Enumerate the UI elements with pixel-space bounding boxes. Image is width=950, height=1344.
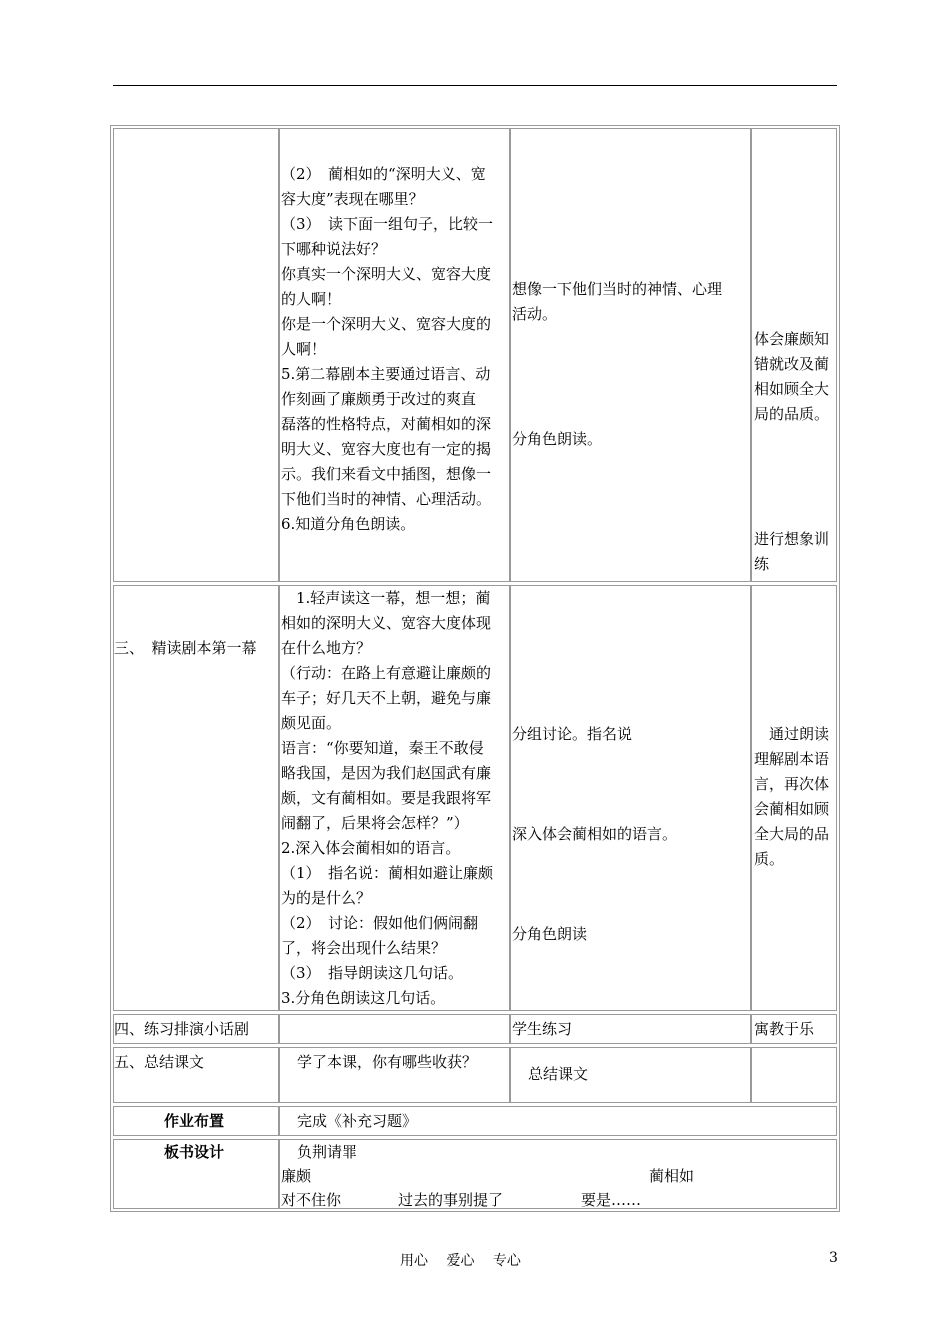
row4-step-cell [113, 1047, 279, 1103]
content-line: （2） 讨论：假如他们俩闹翻 [281, 914, 479, 932]
content-line: 在什么地方？ [281, 639, 372, 657]
row1-step-cell [113, 128, 279, 582]
row3-purpose-cell [751, 1014, 837, 1044]
design-purpose: 进行想象训 [754, 530, 830, 548]
content-line: 2.深入体会蔺相如的语言。 [281, 839, 461, 857]
design-purpose: 相如顾全大 [754, 380, 830, 398]
student-activity: 分角色朗读 [512, 925, 588, 943]
content-line: 的人啊！ [281, 290, 342, 308]
board-left-name: 廉颇 [281, 1167, 312, 1185]
row3-step-cell [113, 1014, 279, 1044]
student-activity: 分组讨论。指名说 [512, 725, 633, 743]
content-line: 相如的深明大义、宽容大度体现 [281, 614, 492, 632]
row1-purpose-cell [751, 128, 837, 582]
board-label-cell [113, 1139, 279, 1209]
content-line: 学了本课，你有哪些收获？ [297, 1053, 478, 1071]
content-line: 磊落的性格特点，对蔺相如的深 [281, 415, 492, 433]
content-line: 3.分角色朗读这几句话。 [281, 989, 446, 1007]
row2-content-cell [279, 585, 510, 1011]
design-purpose: 全大局的品 [754, 825, 830, 843]
row2-purpose-cell [751, 585, 837, 1011]
content-line: 为的是什么？ [281, 889, 372, 907]
design-purpose: 局的品质。 [754, 405, 830, 423]
student-activity: 活动。 [512, 305, 558, 323]
header-rule [113, 85, 837, 86]
design-purpose: 理解剧本语 [754, 750, 830, 768]
content-line: 你真实一个深明大义、宽容大度 [281, 265, 492, 283]
board-content-cell [279, 1139, 837, 1209]
row1-content-cell [279, 128, 510, 582]
step-title: 三、 精读剧本第一幕 [114, 639, 257, 657]
step-title: 五、总结课文 [114, 1053, 205, 1071]
row1-student-cell [510, 128, 751, 582]
page-number: 3 [829, 1250, 838, 1266]
content-line: 了，将会出现什么结果？ [281, 939, 447, 957]
design-purpose: 会蔺相如顾 [754, 800, 830, 818]
content-line: 作刻画了廉颇勇于改过的爽直 [281, 390, 477, 408]
content-line: 语言：“你要知道，秦王不敢侵 [281, 739, 484, 757]
content-line: 颇见面。 [281, 714, 342, 732]
row3-student-cell [510, 1014, 751, 1044]
student-activity: 想像一下他们当时的神情、心理 [512, 280, 723, 298]
content-line: 1.轻声读这一幕，想一想；蔺 [281, 589, 491, 607]
content-line: 明大义、宽容大度也有一定的揭 [281, 440, 492, 458]
student-activity: 总结课文 [528, 1065, 589, 1083]
design-purpose: 通过朗读 [754, 725, 830, 743]
content-line: 下哪种说法好？ [281, 240, 387, 258]
homework-label: 作业布置 [164, 1112, 225, 1130]
design-purpose: 言，再次体 [754, 775, 830, 793]
design-purpose: 质。 [754, 850, 785, 868]
content-line: 示。我们来看文中插图，想像一 [281, 465, 492, 483]
homework-value-cell [279, 1106, 837, 1136]
student-activity: 深入体会蔺相如的语言。 [512, 825, 678, 843]
board-title: 负荆请罪 [297, 1143, 358, 1161]
content-line: （3） 读下面一组句子，比较一 [281, 215, 494, 233]
board-phrase: 过去的事别提了 [398, 1191, 504, 1209]
board-right-name: 蔺相如 [649, 1167, 695, 1185]
footer-motto: 用心 爱心 专心 [400, 1253, 521, 1269]
content-line: 下他们当时的神情、心理活动。 [281, 490, 492, 508]
content-line: 颇，文有蔺相如。要是我跟将军 [281, 789, 492, 807]
content-line: 6.知道分角色朗读。 [281, 515, 416, 533]
content-line: 容大度”表现在哪里？ [281, 190, 424, 208]
content-line: 人啊！ [281, 340, 327, 358]
board-phrase: 对不住你 [281, 1191, 342, 1209]
student-activity: 分角色朗读。 [512, 430, 603, 448]
content-line: 车子；好几天不上朝，避免与廉 [281, 689, 492, 707]
row2-student-cell [510, 585, 751, 1011]
design-purpose: 练 [754, 555, 770, 573]
row4-student-cell [510, 1047, 751, 1103]
content-line: （行动：在路上有意避让廉颇的 [281, 664, 492, 682]
content-line: 闹翻了，后果将会怎样？”） [281, 814, 469, 832]
content-line: （2） 蔺相如的“深明大义、宽 [281, 165, 486, 183]
row4-purpose-cell [751, 1047, 837, 1103]
content-line: （1） 指名说：蔺相如避让廉颇 [281, 864, 494, 882]
step-title: 四、练习排演小话剧 [114, 1020, 250, 1038]
homework-value: 完成《补充习题》 [297, 1112, 418, 1130]
content-line: （3） 指导朗读这几句话。 [281, 964, 464, 982]
content-line: 略我国，是因为我们赵国武有廉 [281, 764, 492, 782]
board-phrase: 要是…… [581, 1191, 642, 1209]
design-purpose: 寓教于乐 [754, 1020, 815, 1038]
content-line: 你是一个深明大义、宽容大度的 [281, 315, 492, 333]
student-activity: 学生练习 [512, 1020, 573, 1038]
design-purpose: 错就改及蔺 [754, 355, 830, 373]
row2-step-cell [113, 585, 279, 1011]
row3-content-cell [279, 1014, 510, 1044]
homework-label-cell [113, 1106, 279, 1136]
board-label: 板书设计 [164, 1143, 225, 1161]
design-purpose: 体会廉颇知 [754, 330, 830, 348]
row4-content-cell [279, 1047, 510, 1103]
content-line: 5.第二幕剧本主要通过语言、动 [281, 365, 491, 383]
